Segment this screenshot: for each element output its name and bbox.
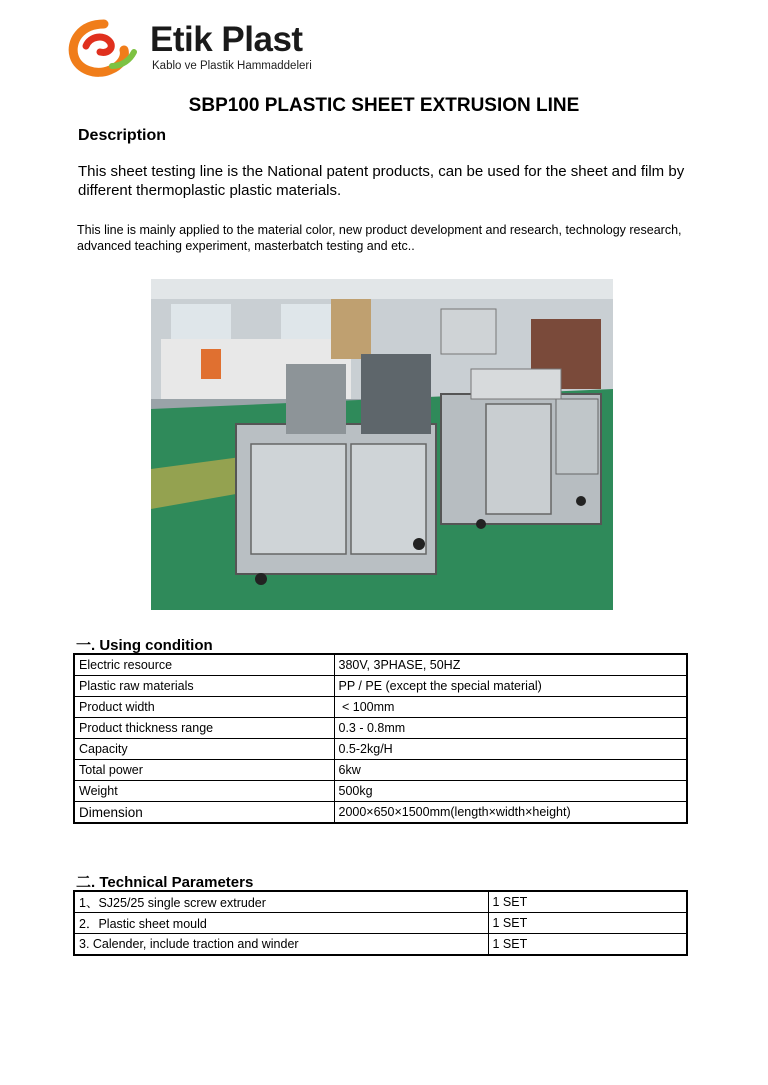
table-row bbox=[74, 913, 687, 934]
parameter-item: 1、SJ25/25 single screw extruder bbox=[74, 891, 488, 913]
condition-label: Capacity bbox=[74, 739, 334, 760]
condition-value: < 100mm bbox=[334, 697, 687, 718]
condition-label: Weight bbox=[74, 781, 334, 802]
table-row bbox=[74, 739, 687, 760]
condition-value: 380V, 3PHASE, 50HZ bbox=[334, 654, 687, 676]
condition-label: Dimension bbox=[74, 802, 334, 824]
condition-label: Plastic raw materials bbox=[74, 676, 334, 697]
parameter-item: 3. Calender, include traction and winder bbox=[74, 934, 488, 956]
parameter-qty: 1 SET bbox=[488, 891, 687, 913]
table-row bbox=[74, 654, 687, 676]
using-condition-heading: 一. Using condition bbox=[76, 637, 213, 654]
table-row bbox=[74, 718, 687, 739]
condition-value: 2000×650×1500mm(length×width×height) bbox=[334, 802, 687, 824]
table-row bbox=[74, 676, 687, 697]
table-row bbox=[74, 891, 687, 913]
condition-value: 6kw bbox=[334, 760, 687, 781]
table-row bbox=[74, 802, 687, 824]
condition-label: Product width bbox=[74, 697, 334, 718]
table-row bbox=[74, 760, 687, 781]
brand-name: Etik Plast bbox=[150, 20, 303, 59]
condition-label: Electric resource bbox=[74, 654, 334, 676]
parameter-qty: 1 SET bbox=[488, 913, 687, 934]
condition-value: 0.5-2kg/H bbox=[334, 739, 687, 760]
technical-parameters-table bbox=[73, 890, 688, 956]
brand-tagline: Kablo ve Plastik Hammaddeleri bbox=[152, 60, 312, 72]
description-heading: Description bbox=[78, 127, 167, 144]
table-row bbox=[74, 934, 687, 956]
description-paragraph-2: This line is mainly applied to the material color, new product development and research, technology research, advanced teaching experiment, masterbatch testing and etc.. bbox=[77, 223, 682, 253]
condition-label: Total power bbox=[74, 760, 334, 781]
parameter-item: 2．Plastic sheet mould bbox=[74, 913, 488, 934]
parameter-qty: 1 SET bbox=[488, 934, 687, 956]
document-title: SBP100 PLASTIC SHEET EXTRUSION LINE bbox=[188, 95, 580, 116]
etik-plast-logo-icon bbox=[64, 16, 144, 80]
product-photo bbox=[151, 279, 613, 610]
condition-label: Product thickness range bbox=[74, 718, 334, 739]
table-row bbox=[74, 697, 687, 718]
technical-parameters-heading: 二. Technical Parameters bbox=[76, 874, 254, 891]
company-logo bbox=[64, 16, 344, 80]
condition-value: PP / PE (except the special material) bbox=[334, 676, 687, 697]
table-row bbox=[74, 781, 687, 802]
using-condition-table bbox=[73, 653, 688, 824]
condition-value: 0.3 - 0.8mm bbox=[334, 718, 687, 739]
description-paragraph-1: This sheet testing line is the National patent products, can be used for the sheet and film by different thermoplastic plastic materials. bbox=[78, 163, 685, 199]
condition-value: 500kg bbox=[334, 781, 687, 802]
